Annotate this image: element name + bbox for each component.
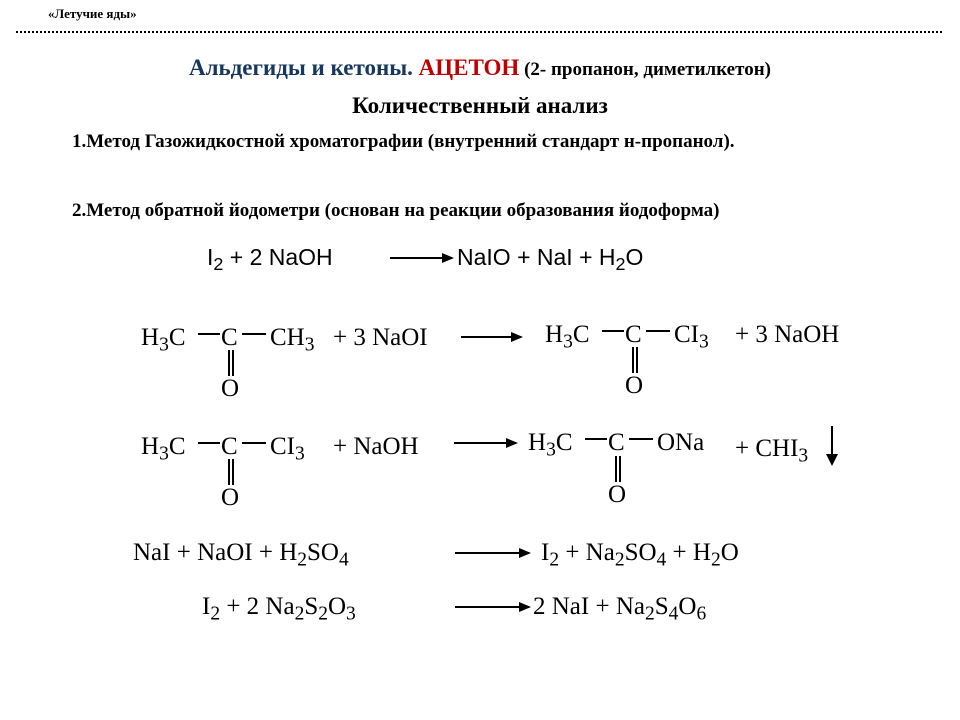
eq5-arrow <box>455 606 529 608</box>
eq4-right: $I_2 + Na_2SO_4 + H_2O$ <box>541 539 739 571</box>
title-main: Альдегиды и кетоны. <box>189 55 419 80</box>
precipitate-arrow-icon <box>831 426 833 462</box>
eq2-arrow <box>461 336 521 338</box>
eq3-right-h3c: $H_3C$ <box>528 429 573 461</box>
eq2-left-bond-2 <box>242 333 266 335</box>
eq2-left-oxygen: O <box>221 375 240 402</box>
eq4-arrow <box>455 552 529 554</box>
eq4-left: NaI + NaOI + $H_2SO_4$ <box>133 539 349 571</box>
eq3-left-carbonyl-c: C <box>221 433 238 460</box>
eq2-right-bond-2 <box>646 330 670 332</box>
eq5-left: $I_2 + 2$ $Na_2S_2O_3$ <box>202 593 356 625</box>
eq3-right-ona: ONa <box>657 429 705 456</box>
eq1-arrow <box>390 257 452 259</box>
eq2-right-double-bond <box>632 347 638 373</box>
eq3-right-carbonyl-c: C <box>608 429 625 456</box>
eq3-product-extra: + $CHI_3$ <box>735 435 809 467</box>
eq3-right-bond-1 <box>585 438 607 440</box>
eq2-left-h3c: $H_3C$ <box>141 324 186 356</box>
eq2-left-ch3: $CH_3$ <box>270 324 315 356</box>
eq2-right-oxygen: O <box>625 372 644 399</box>
dotted-divider <box>16 31 942 33</box>
eq1-right: NaIO + NaI + $H_2O$ <box>457 244 644 275</box>
header-label: «Летучие яды» <box>48 6 137 21</box>
eq2-left-bond-1 <box>198 333 220 335</box>
eq2-reagent: + 3 NaOI <box>333 324 428 351</box>
eq3-arrow <box>454 442 516 444</box>
eq3-left-oxygen: O <box>221 484 240 511</box>
slide-subtitle: Количественный анализ <box>352 93 608 118</box>
title-synonyms: (2- пропанон, диметилкетон) <box>519 59 771 80</box>
eq5-right: 2 NaI + $Na_2S_4O_6$ <box>533 593 707 625</box>
eq2-right-ci3: $CI_3$ <box>674 321 709 353</box>
eq1-left: $I_2 + 2$ NaOH <box>207 244 333 275</box>
slide-title <box>0 55 960 81</box>
method-1-text: 1.Метод Газожидкостной хроматографии (внутренний стандарт н-пропанол). <box>72 131 735 152</box>
eq2-left-carbonyl-c: C <box>221 324 238 351</box>
title-accent: АЦЕТОН <box>418 55 520 80</box>
eq3-left-bond-1 <box>198 442 220 444</box>
eq2-right-bond-1 <box>602 330 624 332</box>
eq3-reagent: + NaOH <box>333 433 419 460</box>
eq3-left-ci3: $CI_3$ <box>270 433 305 465</box>
eq2-right-carbonyl-c: C <box>625 321 642 348</box>
eq3-right-double-bond <box>615 456 621 482</box>
eq2-right-h3c: $H_3C$ <box>545 321 590 353</box>
method-2-text: 2.Метод обратной йодометри (основан на реакции образования йодоформа) <box>72 200 720 221</box>
eq3-left-double-bond <box>228 459 234 485</box>
eq3-right-bond-2 <box>629 438 653 440</box>
eq3-left-bond-2 <box>242 442 266 444</box>
eq2-left-double-bond <box>228 350 234 376</box>
eq2-product-extra: + 3 NaOH <box>735 321 840 348</box>
eq3-left-h3c: $H_3C$ <box>141 433 186 465</box>
eq3-right-oxygen: O <box>608 481 627 508</box>
